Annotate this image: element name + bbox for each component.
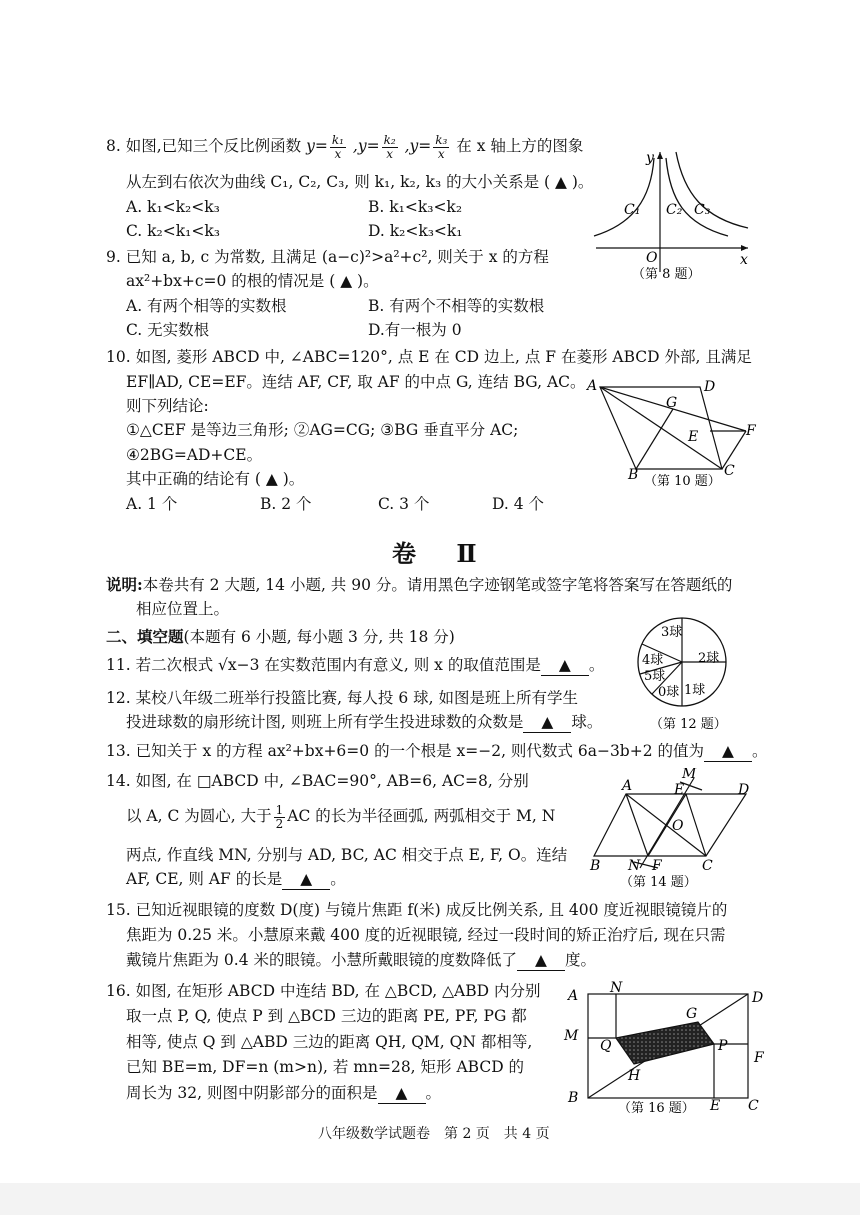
q10-label-g: G — [666, 395, 678, 411]
q10-label-f: F — [746, 423, 756, 439]
q10-label-b: B — [628, 467, 639, 483]
q14-label-n: N — [628, 858, 641, 874]
q13-end: 。 — [752, 742, 768, 760]
q9-option-a: A. 有两个相等的实数根 — [126, 297, 287, 315]
q8-curve-c2 — [666, 158, 728, 236]
q8-frac1-den: x — [334, 146, 342, 161]
q14-line3: 两点, 作直线 MN, 分别与 AD, BC, AC 相交于点 E, F, O。连结 — [126, 846, 568, 864]
q8-frac2-num: k₂ — [383, 133, 396, 147]
q8-f3-y: ,y= — [404, 137, 432, 156]
q16-label-n: N — [610, 980, 623, 996]
q14-line-af — [626, 794, 648, 856]
q14-figure — [582, 768, 766, 892]
q16-label-m: M — [564, 1028, 579, 1044]
q8-curve-c3 — [676, 152, 748, 228]
q8-frac3-num: k₃ — [435, 133, 448, 147]
q16-figure — [560, 980, 772, 1124]
q10-caption: （第 10 题） — [644, 474, 721, 489]
q14-line4 — [126, 870, 346, 890]
q11 — [106, 656, 604, 676]
q8-caption: （第 8 题） — [632, 267, 701, 282]
q16-label-c: C — [748, 1098, 759, 1114]
q10-line3: 则下列结论: — [126, 397, 209, 415]
q16-label-a: A — [568, 988, 579, 1004]
q10-figure — [580, 375, 760, 493]
q10-line2: EF∥AD, CE=EF。连结 AF, CF, 取 AF 的中点 G, 连结 BG, AC。 — [126, 373, 586, 391]
q16-label-f: F — [754, 1050, 764, 1066]
q8-label-x: x — [740, 252, 748, 268]
q14-half-num: 1 — [275, 803, 284, 817]
q8-option-a: A. k₁<k₂<k₃ — [126, 198, 220, 216]
q11-answer-blank: ▲ — [541, 656, 589, 676]
q8-line2: 从左到右依次为曲线 C₁, C₂, C₃, 则 k₁, k₂, k₃ 的大小关系是 ( ▲ )。 — [126, 173, 594, 191]
q15-answer-blank: ▲ — [517, 951, 565, 971]
q15-line1: 15. 已知近视眼镜的度数 D(度) 与镜片焦距 f(米) 成反比例关系, 且 400 度近视眼镜镜片的 — [106, 901, 728, 919]
q9-line1: 9. 已知 a, b, c 为常数, 且满足 (a−c)²>a²+c², 则关于 x 的方程 — [106, 248, 549, 266]
q11-text: 11. 若二次根式 √x−3 在实数范围内有意义, 则 x 的取值范围是 — [106, 656, 541, 674]
q14-line2 — [126, 804, 555, 830]
section-note-label: 说明: — [106, 575, 143, 594]
q8-frac2-den: x — [386, 146, 393, 161]
q8-figure — [588, 144, 758, 284]
q10-line6: 其中正确的结论有 ( ▲ )。 — [126, 470, 305, 488]
q16-label-d: D — [752, 990, 764, 1006]
q8-number: 8. — [106, 137, 121, 156]
q16-label-g: G — [686, 1006, 698, 1022]
section-note-text: 本卷共有 2 大题, 14 小题, 共 90 分。请用黑色字迹钢笔或签字笔将答案写在答题纸的 — [142, 576, 733, 594]
q12-slice-1: 1球 — [684, 683, 706, 698]
q14-answer-blank: ▲ — [282, 870, 330, 890]
q14-line2b: AC 的长为半径画弧, 两弧相交于 M, N — [287, 807, 556, 826]
q16-line4: 已知 BE=m, DF=n (m>n), 若 mn=28, 矩形 ABCD 的 — [126, 1058, 525, 1076]
q9-line2: ax²+bx+c=0 的根的情况是 ( ▲ )。 — [126, 272, 379, 290]
q8-label-o: O — [646, 250, 658, 266]
q14-line4-text: AF, CE, 则 AF 的长是 — [126, 870, 283, 888]
q8-frac3-den: x — [437, 146, 445, 161]
q16-label-q: Q — [600, 1038, 612, 1054]
q12-line1: 12. 某校八年级二班举行投篮比赛, 每人投 6 球, 如图是班上所有学生 — [106, 689, 579, 707]
bottom-band — [0, 1183, 860, 1215]
q10-label-a: A — [587, 378, 598, 394]
q12-end: 球。 — [571, 713, 603, 731]
q8-option-c: C. k₂<k₁<k₃ — [126, 222, 220, 240]
q9-option-d: D.有一根为 0 — [368, 321, 462, 339]
q9-option-b: B. 有两个不相等的实数根 — [368, 297, 545, 315]
section-note — [106, 576, 732, 595]
q16-line3: 相等, 使点 Q 到 △ABD 三边的距离 QH, QM, QN 都相等, — [126, 1033, 533, 1051]
q10-option-c: C. 3 个 — [378, 495, 430, 513]
q12-slice-4: 4球 — [642, 653, 664, 668]
q8-line1 — [106, 134, 583, 160]
q16-caption: （第 16 题） — [618, 1101, 695, 1116]
q14-label-e: E — [674, 782, 685, 798]
q12-pie-chart — [630, 612, 734, 734]
q10-option-d: D. 4 个 — [492, 495, 545, 513]
q16-end: 。 — [425, 1084, 442, 1102]
q12-answer-blank: ▲ — [523, 713, 571, 733]
q14-line-ce — [686, 794, 706, 856]
q10-option-b: B. 2 个 — [260, 495, 312, 513]
q16-label-e: E — [710, 1098, 721, 1114]
q13 — [106, 742, 768, 762]
q16-line2: 取一点 P, Q, 使点 P 到 △BCD 三边的距离 PE, PF, PG 都 — [126, 1007, 527, 1025]
q14-label-f: F — [652, 858, 662, 874]
q14-half-den: 2 — [275, 816, 284, 831]
section-note-line2: 相应位置上。 — [136, 600, 230, 618]
q14-caption: （第 14 题） — [620, 875, 697, 890]
q12-caption: （第 12 题） — [650, 717, 727, 732]
q15-line3 — [126, 951, 596, 971]
q8-f2-y: ,y= — [352, 137, 380, 156]
q16-label-p: P — [718, 1038, 728, 1054]
q10-label-e: E — [688, 429, 699, 445]
q8-label-y: y — [646, 150, 654, 166]
q11-end: 。 — [588, 656, 605, 674]
part2-heading — [106, 628, 455, 647]
q8-label-c3: C₃ — [694, 202, 711, 218]
q16-line5 — [126, 1084, 441, 1104]
q8-option-d: D. k₂<k₃<k₁ — [368, 222, 463, 240]
q14-label-m: M — [682, 768, 697, 782]
q10-line5: ④2BG=AD+CE。 — [126, 446, 263, 464]
q8-curve-c1 — [594, 158, 654, 236]
q14-label-a: A — [622, 778, 633, 794]
q14-label-b: B — [590, 858, 601, 874]
q8-f1-y: y= — [306, 137, 328, 156]
q14-parallelogram — [594, 794, 746, 856]
q8-x-arrow — [741, 245, 748, 251]
q9-option-c: C. 无实数根 — [126, 321, 210, 339]
q15-line2: 焦距为 0.25 米。小慧原来戴 400 度的近视眼镜, 经过一段时间的矫正治疗后, 现在只需 — [126, 926, 726, 944]
q8-label-c1: C₁ — [624, 202, 641, 218]
q8-option-b: B. k₁<k₃<k₂ — [368, 198, 463, 216]
q10-label-c: C — [724, 463, 735, 479]
q12-line2-text: 投进球数的扇形统计图, 则班上所有学生投进球数的众数是 — [126, 713, 524, 731]
q12-slice-2: 2球 — [698, 651, 720, 666]
q10-line-bg — [636, 409, 673, 469]
q12-line2 — [126, 713, 602, 733]
q8-tail: 在 x 轴上方的图象 — [456, 137, 584, 156]
part2-note: (本题有 6 小题, 每小题 3 分, 共 18 分) — [183, 628, 455, 646]
q14-label-o: O — [672, 818, 684, 834]
q14-end: 。 — [330, 870, 346, 888]
q14-line1: 14. 如图, 在 □ABCD 中, ∠BAC=90°, AB=6, AC=8, 分别 — [106, 772, 529, 790]
q16-shaded-region — [616, 1022, 714, 1064]
q12-slice-0: 0球 — [658, 685, 680, 700]
q14-label-c: C — [702, 858, 713, 874]
q14-label-d: D — [738, 782, 750, 798]
section-title: 卷 Ⅱ — [392, 539, 493, 568]
q10-line1: 10. 如图, 菱形 ABCD 中, ∠ABC=120°, 点 E 在 CD 边上, 点 F 在菱形 ABCD 外部, 且满足 — [106, 348, 752, 366]
q12-slice-5: 5球 — [644, 669, 666, 684]
q14-half-fraction — [274, 804, 286, 830]
part2-title: 二、填空题 — [106, 627, 184, 646]
q10-label-d: D — [704, 379, 716, 395]
q8-frac1-num: k₁ — [331, 133, 344, 147]
q8-frac2 — [382, 134, 398, 160]
q8-frac1 — [330, 134, 346, 160]
q10-line4: ①△CEF 是等边三角形; ②AG=CG; ③BG 垂直平分 AC; — [126, 421, 519, 439]
q8-label-c2: C₂ — [666, 202, 683, 218]
q16-answer-blank: ▲ — [378, 1084, 426, 1104]
q15-line3-text: 戴镜片焦距为 0.4 米的眼镜。小慧所戴眼镜的度数降低了 — [126, 951, 518, 969]
q12-slice-3: 3球 — [661, 625, 683, 640]
q10-option-a: A. 1 个 — [126, 495, 178, 513]
q13-text: 13. 已知关于 x 的方程 ax²+bx+6=0 的一个根是 x=−2, 则代数式 6a−3b+2 的值为 — [106, 742, 705, 760]
q14-line2a: 以 A, C 为圆心, 大于 — [126, 807, 272, 826]
q16-label-h: H — [628, 1068, 641, 1084]
q16-line5-text: 周长为 32, 则图中阴影部分的面积是 — [126, 1084, 378, 1102]
q14-line-mn — [640, 778, 694, 868]
q8-intro: 如图,已知三个反比例函数 — [125, 137, 302, 156]
q16-line1: 16. 如图, 在矩形 ABCD 中连结 BD, 在 △BCD, △ABD 内分别 — [106, 982, 541, 1000]
q16-label-b: B — [568, 1090, 579, 1106]
q8-frac3 — [433, 134, 449, 160]
q15-end: 度。 — [565, 951, 597, 969]
page-footer: 八年级数学试题卷 第 2 页 共 4 页 — [318, 1126, 550, 1142]
q8-y-arrow — [657, 152, 663, 159]
q13-answer-blank: ▲ — [704, 742, 752, 762]
